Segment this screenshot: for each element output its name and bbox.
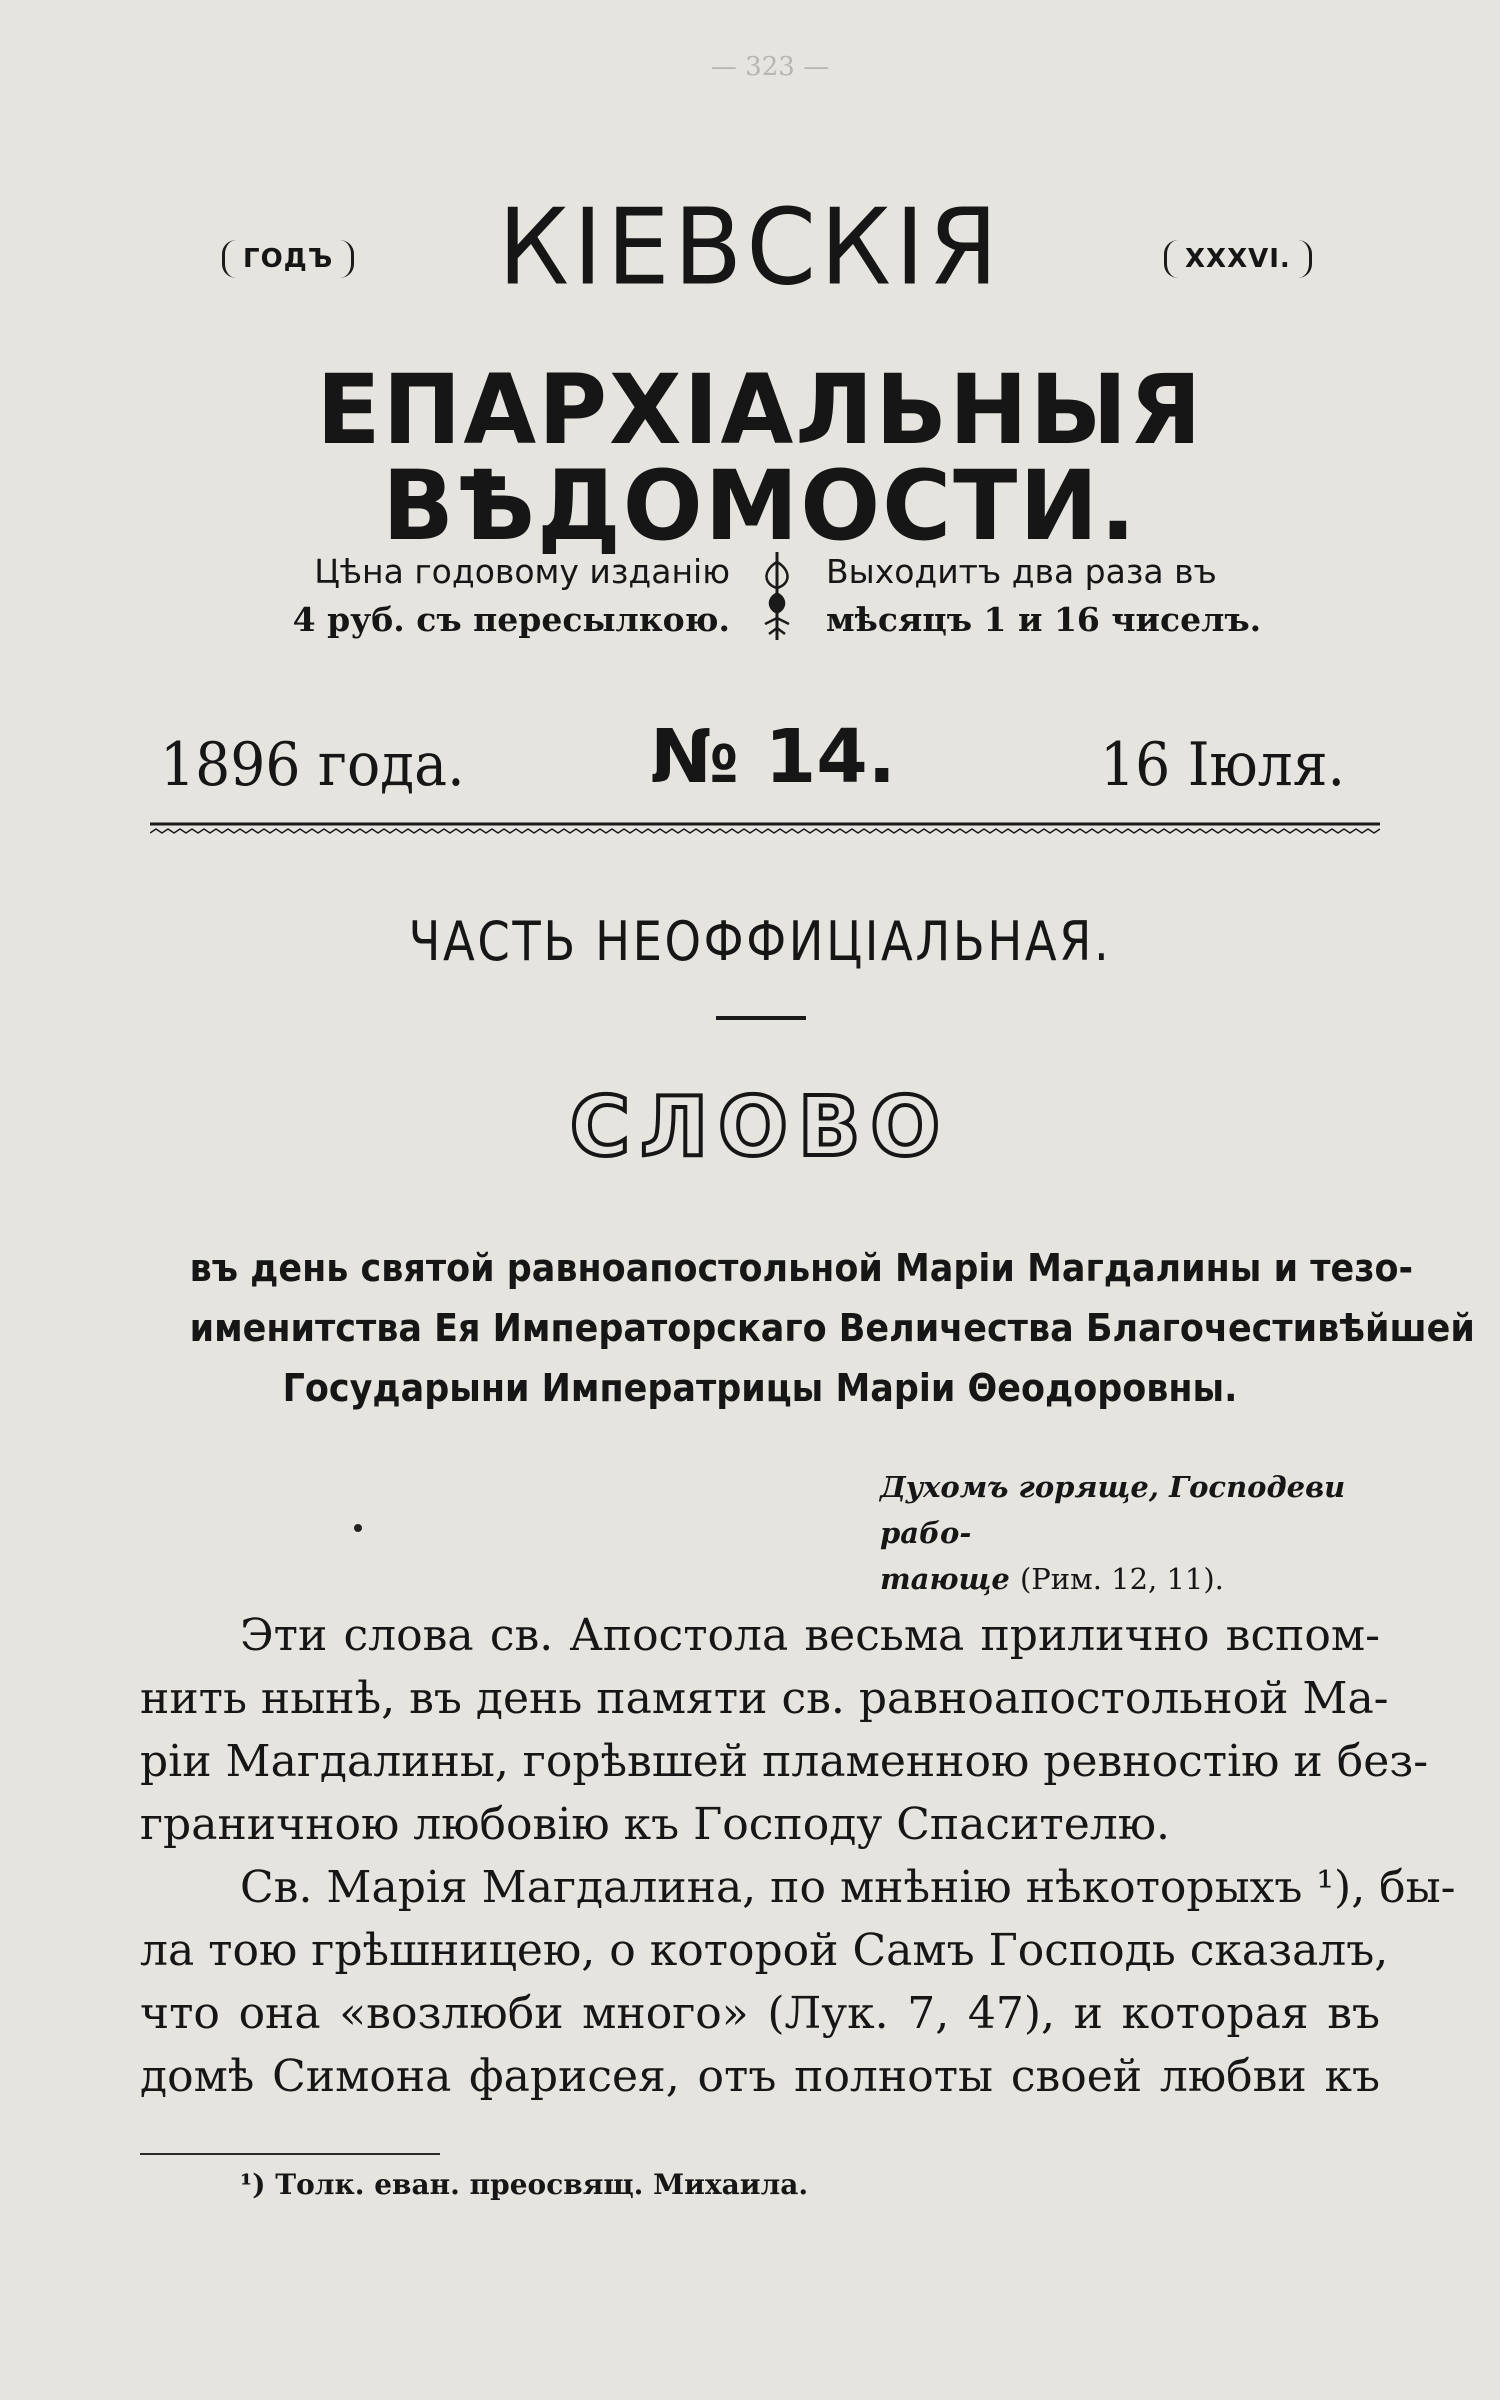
volume-badge: XXXVI.	[1164, 240, 1312, 278]
body-line: что она «возлюби много» (Лук. 7, 47), и которая въ	[140, 1988, 1380, 2039]
issue-date: 16 Іюля.	[1100, 730, 1346, 800]
body-line: Эти слова св. Апостола весьма прилично вспом-	[240, 1610, 1380, 1661]
body-line: ла тою грѣшницею, о которой Самъ Господь сказалъ,	[140, 1925, 1389, 1976]
epigraph-text: тающе	[880, 1562, 1010, 1596]
sermon-body	[140, 1604, 1456, 2108]
schedule-info	[826, 548, 1286, 644]
section-divider	[716, 1016, 806, 1020]
body-line: граничною любовію къ Господу Спасителю.	[140, 1799, 1171, 1850]
ornament-icon	[755, 548, 799, 644]
epigraph-line-1: Духомъ горяще, Господеви рабо-	[880, 1470, 1346, 1550]
price-line-2: 4 руб. съ пересылкою.	[292, 600, 730, 639]
body-line: ріи Магдалины, горѣвшей пламенною ревностію и без-	[140, 1736, 1429, 1787]
footnote-divider	[140, 2153, 440, 2155]
sermon-subtitle	[140, 1238, 1475, 1418]
issue-year: 1896 года.	[160, 730, 465, 800]
price-info	[240, 548, 730, 644]
page-number: — 323 —	[710, 52, 830, 82]
schedule-line-2: мѣсяцъ 1 и 16 чиселъ.	[826, 600, 1262, 639]
masthead-title: КІЕВСКІЯ	[497, 186, 1003, 309]
ink-dot	[354, 1524, 362, 1532]
masthead-subtitle: ЕПАРХІАЛЬНЫЯ ВѢДОМОСТИ.	[316, 354, 1204, 562]
schedule-line-1: Выходитъ два раза въ	[826, 552, 1217, 591]
epigraph	[880, 1464, 1420, 1602]
issue-number: № 14.	[650, 714, 896, 800]
body-line: нить нынѣ, въ день памяти св. равноапостольной Ма-	[140, 1673, 1389, 1724]
subtitle-line: именитства Ея Императорскаго Величества Благочестивѣйшей	[189, 1306, 1475, 1350]
epigraph-line-2	[880, 1556, 1420, 1602]
body-line: домѣ Симона фарисея, отъ полноты своей любви къ	[140, 2051, 1380, 2102]
masthead-divider	[150, 822, 1380, 836]
section-title: ЧАСТЬ НЕОФФИЦІАЛЬНАЯ.	[408, 910, 1112, 973]
epigraph-reference: (Рим. 12, 11).	[1019, 1562, 1224, 1596]
footnote: ¹) Толк. еван. преосвящ. Михаила.	[240, 2168, 809, 2201]
body-line: Св. Марія Магдалина, по мнѣнію нѣкоторыхъ ¹), бы-	[240, 1862, 1456, 1913]
sermon-heading: СЛОВО	[569, 1080, 951, 1175]
year-label-badge: ГОДЪ	[222, 240, 354, 278]
price-line-1: Цѣна годовому изданію	[314, 552, 730, 591]
subtitle-line: въ день святой равноапостольной Маріи Магдалины и тезо-	[189, 1246, 1414, 1290]
subtitle-line: Государыни Императрицы Маріи Θеодоровны.	[282, 1366, 1238, 1410]
